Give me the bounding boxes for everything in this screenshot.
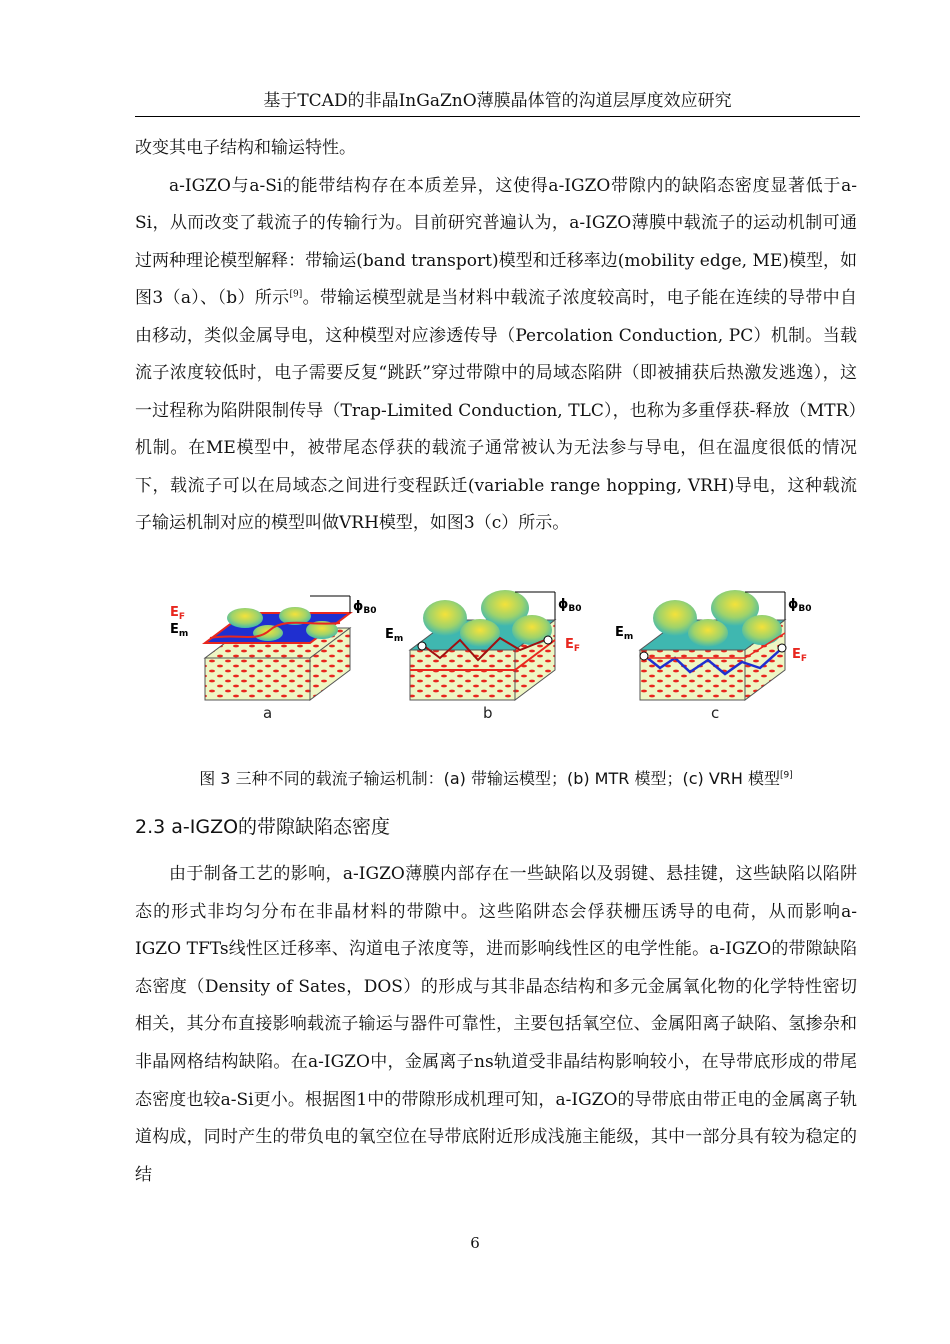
panel-a-em: $E_m$: [170, 622, 189, 639]
panel-a: [170, 596, 376, 700]
panel-b-em: $E_m$: [385, 627, 404, 644]
paragraph-2-part2: 。带输运模型就是当材料中载流子浓度较高时，电子能在连续的导带中自由移动，类似金属导电，这种模型对应渗透传导（Percolation Conduction, PC）机制。当载流子浓度较低时，电子需要反复“跳跃”穿过带隙中的局域态陷阱（即被捕获后热激发逃逸），这一过程称为陷阱限制传导（Trap-Limited Conduction, TLC），也称为多重俘获-释放（MTR）机制。在ME模型中，被带尾态俘获的载流子通常被认为无法参与导电，但在温度很低的情况下，载流子可以在局域态之间进行变程跃迁(variable range hopping, VRH)导电，这种载流子输运机制对应的模型叫做VRH模型，如图3（c）所示。: [135, 288, 858, 533]
panel-b-phi: $\phi_{B0}$: [558, 597, 582, 614]
caption-citation[interactable]: [9]: [780, 770, 793, 781]
citation-ref[interactable]: [9]: [289, 289, 303, 300]
panel-a-label: a: [263, 704, 273, 722]
panel-a-phi: $\phi_{B0}$: [353, 599, 377, 616]
paragraph-2-part1: a-IGZO与a-Si的能带结构存在本质差异，这使得a-IGZO带隙内的缺陷态密度显著低于a-Si，从而改变了载流子的传输行为。目前研究普遍认为，a-IGZO薄膜中载流子的运动机制可通过两种理论模型解释：带输运(band transport)模型和迁移率边(mobility edge, ME)模型，如图3（a）、（b）所示: [135, 175, 857, 308]
paragraph-2: [135, 168, 857, 543]
header-rule: [135, 116, 860, 117]
panel-c: [615, 590, 811, 700]
panel-b-label: b: [483, 704, 493, 722]
panel-a-ef: $E_F$: [170, 605, 186, 622]
body-text-top: [135, 130, 857, 543]
body-text-bottom: [135, 856, 857, 1194]
caption-text: 图 3 三种不同的载流子输运机制：(a) 带输运模型；(b) MTR 模型；(c) VRH 模型: [199, 769, 781, 788]
page-number: 6: [470, 1234, 480, 1252]
panel-c-phi: $\phi_{B0}$: [788, 597, 812, 614]
figure-3: [160, 588, 840, 728]
section-heading: 2.3 a-IGZO的带隙缺陷态密度: [135, 816, 391, 838]
panel-c-label: c: [711, 704, 720, 722]
running-header: 基于TCAD的非晶InGaZnO薄膜晶体管的沟道层厚度效应研究: [263, 91, 732, 111]
panel-c-ef: $E_F$: [792, 647, 808, 664]
paragraph-1: 改变其电子结构和输运特性。: [135, 138, 356, 158]
paragraph-3: 由于制备工艺的影响，a-IGZO薄膜内部存在一些缺陷以及弱键、悬挂键，这些缺陷以陷阱态的形式非均匀分布在非晶材料的带隙中。这些陷阱态会俘获栅压诱导的电荷，从而影响a-IGZO TFTs线性区迁移率、沟道电子浓度等，进而影响线性区的电学性能。a-IGZO的带隙缺陷态密度（Density of Sates，DOS）的形成与其非晶态结构和多元金属氧化物的化学特性密切相关，其分布直接影响载流子输运与器件可靠性，主要包括氧空位、金属阳离子缺陷、氢掺杂和非晶网格结构缺陷。在a-IGZO中，金属离子ns轨道受非晶结构影响较小，在导带底形成的带尾态密度也较a-Si更小。根据图1中的带隙形成机理可知，a-IGZO的导带底由带正电的金属离子轨道构成，同时产生的带负电的氧空位在导带底附近形成浅施主能级，其中一部分具有较为稳定的结: [135, 864, 857, 1185]
panel-b: [385, 590, 581, 700]
panel-b-ef: $E_F$: [565, 637, 581, 654]
figure-3-diagram: [160, 588, 840, 728]
panel-c-em: $E_m$: [615, 625, 634, 642]
figure-caption: [135, 766, 857, 789]
